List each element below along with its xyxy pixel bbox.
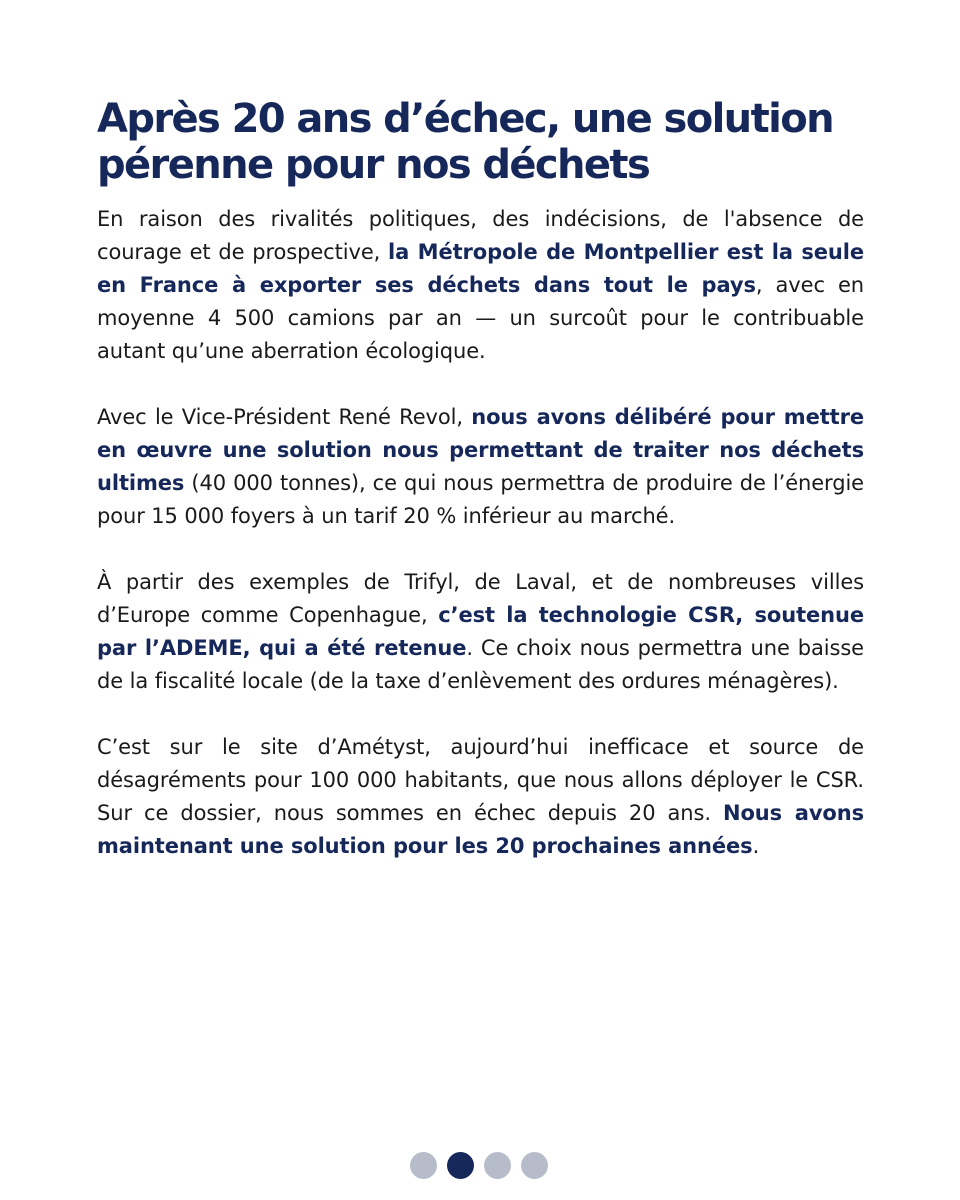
highlight-text: nous avons délibéré pour mettre en œuvre une solution nous permettant de traiter nos déchets ultimes — [97, 405, 864, 495]
paragraph-ametyst-site — [97, 731, 864, 863]
paragraph-deliberation — [97, 401, 864, 533]
text-span: Avec le Vice-Président René Revol, — [97, 405, 472, 429]
pagination-dot-2-active[interactable] — [447, 1152, 474, 1179]
pagination-dot-3[interactable] — [484, 1152, 511, 1179]
text-span: . Ce choix nous permettra une baisse de la fiscalité locale (de la taxe d’enlèvement des ordures ménagères). — [97, 636, 864, 693]
page-title: Après 20 ans d’échec, une solution pérenne pour nos déchets — [97, 96, 833, 188]
text-span: À partir des exemples de Trifyl, de Laval, et de nombreuses villes d’Europe comme Copenhague, — [97, 570, 864, 627]
paragraph-waste-export — [97, 203, 864, 368]
article — [97, 96, 864, 863]
pagination-dot-4[interactable] — [521, 1152, 548, 1179]
highlight-text: c’est la technologie CSR, soutenue par l’ADEME, qui a été retenue — [97, 603, 864, 660]
text-span: , avec en moyenne 4 500 camions par an — un surcoût pour le contribuable autant qu’une aberration écologique. — [97, 273, 864, 363]
text-span: En raison des rivalités politiques, des indécisions, de l'absence de courage et de prospective, — [97, 207, 864, 264]
text-span: . — [752, 834, 760, 858]
text-span: C’est sur le site d’Amétyst, aujourd’hui inefficace et source de désagréments pour 100 000 habitants, que nous allons déployer le CSR. Sur ce dossier, nous sommes en échec depuis 20 ans. — [97, 735, 864, 825]
text-span: (40 000 tonnes), ce qui nous permettra de produire de l’énergie pour 15 000 foyers à un tarif 20 % inférieur au marché. — [97, 471, 864, 528]
paragraph-csr-technology — [97, 566, 864, 698]
carousel-pagination — [410, 1152, 548, 1179]
highlight-text: Nous avons maintenant une solution pour les 20 prochaines années — [97, 801, 864, 858]
highlight-text: la Métropole de Montpellier est la seule en France à exporter ses déchets dans tout le pays — [97, 240, 864, 297]
pagination-dot-1[interactable] — [410, 1152, 437, 1179]
